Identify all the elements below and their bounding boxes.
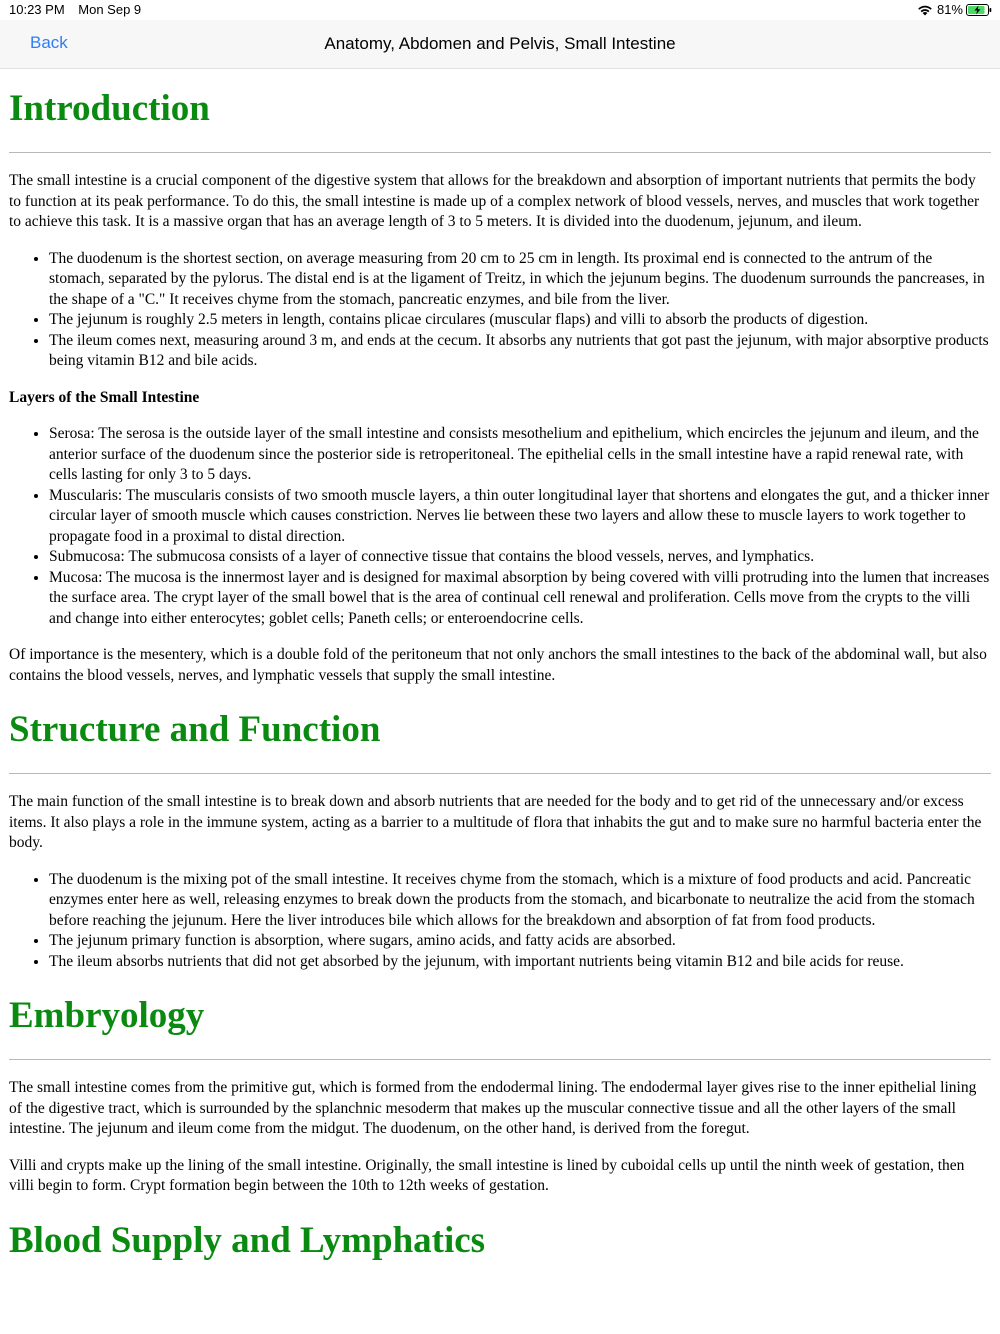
battery-charging-icon	[966, 4, 992, 16]
list-item: • Serosa: The serosa is the outside layer of the small intestine and consists mesothelium and epithelium, which encircles the jejunum and ileum, and the anterior surface of the duodenum since the posterior side is retroperitoneal. The epithelial cells in the small intestine have a rapid renewal rate, with cells lasting for only 3 to 5 days.	[49, 424, 991, 486]
mesentery-paragraph: Of importance is the mesentery, which is a double fold of the peritoneum that not only anchors the small intestines to the back of the abdominal wall, but also contains the blood vessels, nerves, and lymphatic vessels that supply the small intestine.	[9, 646, 987, 684]
section-divider	[9, 773, 991, 774]
page-title: Anatomy, Abdomen and Pelvis, Small Intestine	[324, 34, 676, 53]
list-item: • Muscularis: The muscularis consists of two smooth muscle layers, a thin outer longitudinal layer that shortens and elongates the gut, and a thicker inner circular layer of smooth muscle which causes constriction. Nerves lie between these two layers and allow these to muscle layers to work together to propagate food in a proximal to distal direction.	[49, 486, 991, 548]
list-item: • The duodenum is the shortest section, on average measuring from 20 cm to 25 cm in length. Its proximal end is connected to the antrum of the stomach, separated by the pylorus. The distal end is at the ligament of Treitz, in which the jejunum begins. The duodenum surrounds the pancreases, in the shape of a "C." It receives chyme from the stomach, pancreatic enzymes, and bile from the liver.	[49, 249, 991, 311]
list-item: • Mucosa: The mucosa is the innermost layer and is designed for maximal absorption by being covered with villi protruding into the lumen that increases the surface area. The crypt layer of the small bowel that is the area of continual cell renewal and proliferation. Cells move from the crypts to the villi and change into either enterocytes; goblet cells; Paneth cells; or enteroendocrine cells.	[49, 568, 991, 630]
structure-paragraph: The main function of the small intestine is to break down and absorb nutrients that are needed for the body and to get rid of the unnecessary and/or excess items. It also plays a role in the immune system, acting as a barrier to a multitude of flora that inhabits the gut and to make sure no harmful bacteria enter the body.	[9, 793, 982, 851]
section-divider	[9, 152, 991, 153]
section-heading-blood-supply: Blood Supply and Lymphatics	[9, 1219, 486, 1261]
status-left	[9, 2, 151, 17]
intro-bullet-list	[9, 249, 991, 372]
layers-bullet-list	[9, 424, 991, 629]
status-bar	[0, 0, 1000, 20]
structure-bullet-list	[9, 870, 991, 973]
back-button[interactable]: Back	[30, 33, 68, 52]
list-item: • The jejunum is roughly 2.5 meters in length, contains plicae circulares (muscular flaps) and villi to absorb the products of digestion.	[49, 310, 991, 331]
battery-percentage: 81%	[936, 2, 963, 17]
list-item: • The ileum absorbs nutrients that did not get absorbed by the jejunum, with important nutrients being vitamin B12 and bile acids for reuse.	[49, 952, 991, 973]
section-heading-introduction: Introduction	[9, 88, 210, 129]
status-time: 10:23 PM	[9, 2, 65, 17]
list-item: • The ileum comes next, measuring around 3 m, and ends at the cecum. It absorbs any nutrients that got past the jejunum, with major absorptive products being vitamin B12 and bile acids.	[49, 331, 991, 372]
status-right	[917, 2, 992, 17]
status-date: Mon Sep 9	[78, 2, 142, 17]
section-heading-structure: Structure and Function	[9, 709, 381, 750]
embryology-paragraph-2: Villi and crypts make up the lining of the small intestine. Originally, the small intestine is lined by cuboidal cells up until the ninth week of gestation, then villi begin to form. Crypt formation begin between the 10th to 12th weeks of gestation.	[9, 1156, 965, 1194]
navigation-bar	[0, 20, 1000, 69]
wifi-icon	[917, 4, 933, 16]
article-content	[9, 69, 991, 1263]
section-heading-embryology: Embryology	[9, 995, 205, 1036]
layers-subheading: Layers of the Small Intestine	[9, 388, 200, 406]
section-divider	[9, 1059, 991, 1060]
list-item: • Submucosa: The submucosa consists of a layer of connective tissue that contains the blood vessels, nerves, and lymphatics.	[49, 547, 991, 568]
list-item: • The duodenum is the mixing pot of the small intestine. It receives chyme from the stomach, which is a mixture of food products and acid. Pancreatic enzymes enter here as well, releasing enzymes to break down the products from the stomach, and bicarbonate to neutralize the acid from the stomach before reaching the jejunum. Here the liver introduces bile which allows for the breakdown and absorption of fat from food products.	[49, 870, 991, 932]
embryology-paragraph-1: The small intestine comes from the primitive gut, which is formed from the endodermal lining. The endodermal layer gives rise to the inner epithelial lining of the digestive tract, which is surrounded by the splanchnic mesoderm that makes up the muscular connective tissue and all the other layers of the small intestine. The jejunum and ileum come from the midgut. The duodenum, on the other hand, is derived from the foregut.	[9, 1079, 977, 1137]
list-item: • The jejunum primary function is absorption, where sugars, amino acids, and fatty acids are absorbed.	[49, 931, 991, 952]
intro-paragraph: The small intestine is a crucial component of the digestive system that allows for the breakdown and absorption of important nutrients that permits the body to function at its peak performance. To do this, the small intestine is made up of a complex network of blood vessels, nerves, and muscles that work together to achieve this task. It is a massive organ that has an average length of 3 to 5 meters. It is divided into the duodenum, jejunum, and ileum.	[9, 172, 980, 230]
